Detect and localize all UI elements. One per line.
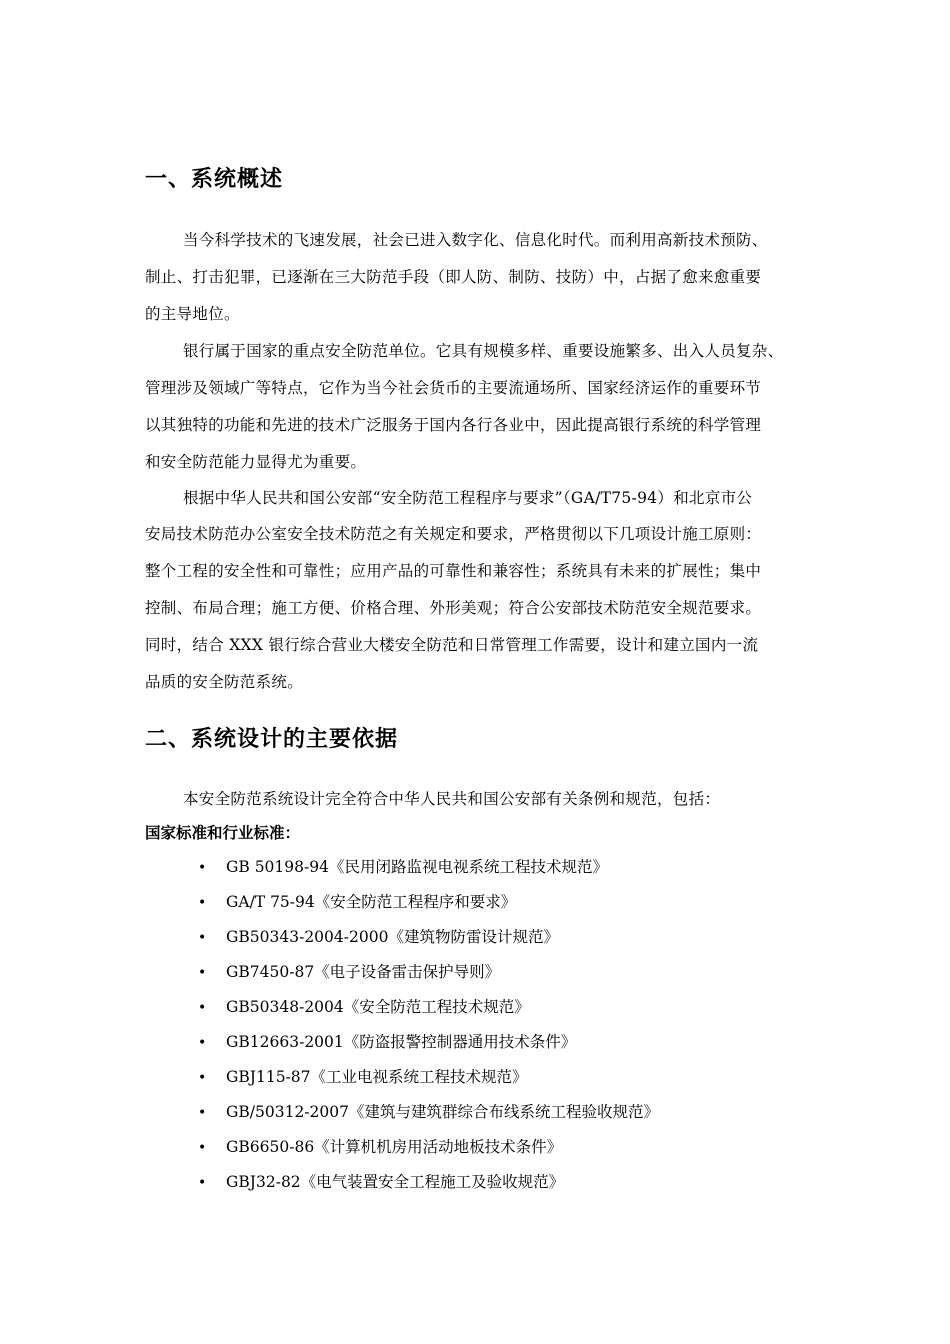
bullet-icon: • [198, 930, 207, 946]
bullet-icon: • [198, 1035, 207, 1051]
paragraph-line: 同时，结合 XXX 银行综合营业大楼安全防范和日常管理工作需要，设计和建立国内一流 [145, 636, 759, 654]
section-2-intro: 本安全防范系统设计完全符合中华人民共和国公安部有关条例和规范，包括： [183, 790, 721, 808]
bullet-icon: • [198, 1175, 207, 1191]
paragraph-line: 整个工程的安全性和可靠性；应用产品的可靠性和兼容性；系统具有未来的扩展性；集中 [145, 562, 762, 580]
bullet-icon: • [198, 1000, 207, 1016]
standard-text: GB7450-87《电子设备雷击保护导则》 [226, 963, 501, 981]
paragraph-line: 制止、打击犯罪，已逐渐在三大防范手段（即人防、制防、技防）中，占据了愈来愈重要 [145, 268, 762, 286]
paragraph-line: 和安全防范能力显得尤为重要。 [145, 453, 367, 471]
standards-subheading: 国家标准和行业标准： [145, 824, 301, 842]
paragraph-line: 管理涉及领域广等特点，它作为当今社会货币的主要流通场所、国家经济运作的重要环节 [145, 379, 762, 397]
list-item [198, 1030, 576, 1055]
paragraph-line: 当今科学技术的飞速发展，社会已进入数字化、信息化时代。而利用高新技术预防、 [183, 231, 768, 249]
standard-text: GBJ115-87《工业电视系统工程技术规范》 [226, 1068, 528, 1086]
paragraph-line: 的主导地位。 [145, 305, 240, 323]
list-item [198, 925, 559, 950]
bullet-icon: • [198, 1105, 207, 1121]
standard-text: GB 50198-94《民用闭路监视电视系统工程技术规范》 [226, 858, 608, 876]
paragraph-line: 品质的安全防范系统。 [145, 673, 304, 691]
paragraph-line: 银行属于国家的重点安全防范单位。它具有规模多样、重要设施繁多、出入人员复杂、 [183, 342, 784, 360]
bullet-icon: • [198, 860, 207, 876]
list-item [198, 995, 530, 1020]
section-1-heading: 一、系统概述 [145, 167, 284, 192]
list-item [198, 960, 500, 985]
bullet-icon: • [198, 895, 207, 911]
list-item [198, 1100, 659, 1125]
paragraph-line: 安局技术防范办公室安全技术防范之有关规定和要求，严格贯彻以下几项设计施工原则： [145, 525, 762, 543]
paragraph-line: 以其独特的功能和先进的技术广泛服务于国内各行各业中，因此提高银行系统的科学管理 [145, 416, 762, 434]
standard-text: GB12663-2001《防盗报警控制器通用技术条件》 [226, 1033, 577, 1051]
paragraph-line: 控制、布局合理；施工方便、价格合理、外形美观；符合公安部技术防范安全规范要求。 [145, 599, 762, 617]
list-item [198, 1065, 528, 1090]
list-item [198, 1135, 562, 1160]
standard-text: GB50343-2004-2000《建筑物防雷设计规范》 [226, 928, 559, 946]
standard-text: GB/50312-2007《建筑与建筑群综合布线系统工程验收规范》 [226, 1103, 659, 1121]
standard-text: GB50348-2004《安全防范工程技术规范》 [226, 998, 530, 1016]
standard-text: GBJ32-82《电气装置安全工程施工及验收规范》 [226, 1173, 565, 1191]
bullet-icon: • [198, 965, 207, 981]
standard-text: GA/T 75-94《安全防范工程程序和要求》 [226, 893, 517, 911]
standard-text: GB6650-86《计算机机房用活动地板技术条件》 [226, 1138, 563, 1156]
list-item [198, 890, 516, 915]
bullet-icon: • [198, 1070, 207, 1086]
list-item [198, 855, 608, 880]
list-item [198, 1170, 564, 1195]
section-2-heading: 二、系统设计的主要依据 [145, 727, 399, 752]
bullet-icon: • [198, 1140, 207, 1156]
paragraph-line: 根据中华人民共和国公安部“安全防范工程程序与要求”（GA/T75-94）和北京市公 [183, 489, 753, 507]
